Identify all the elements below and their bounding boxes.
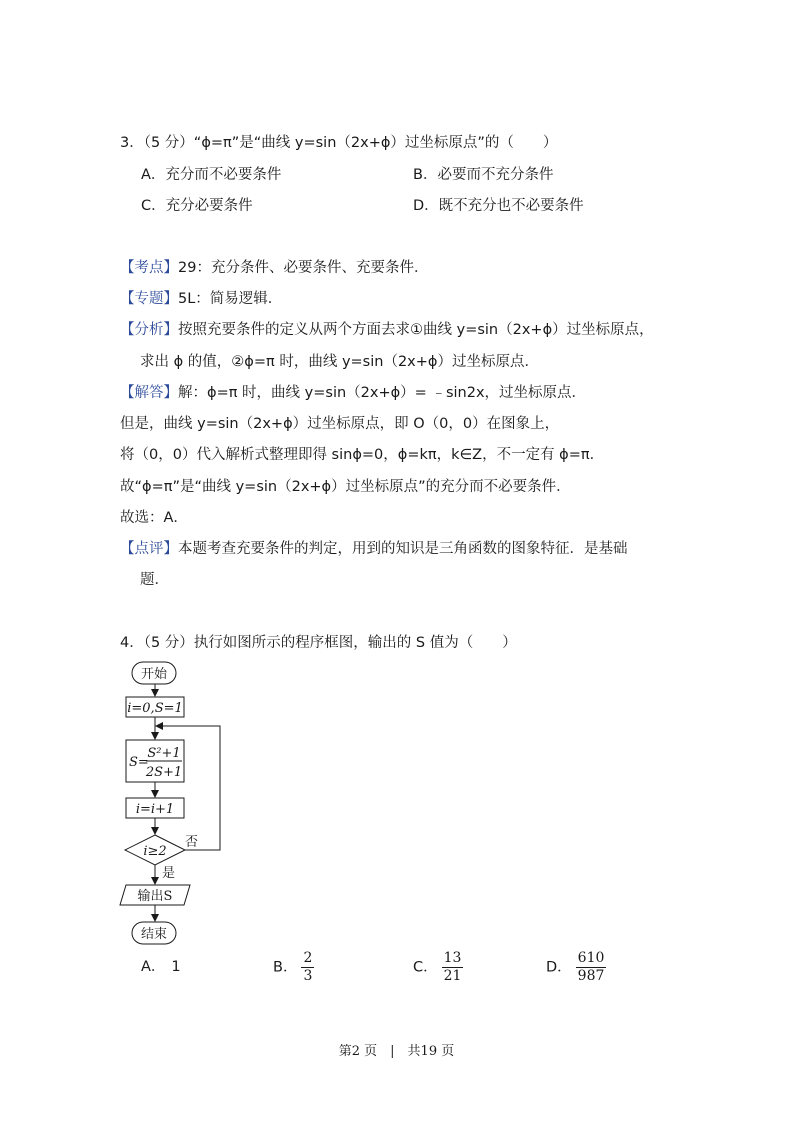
flow-increment-box xyxy=(126,798,184,818)
kaodian-line xyxy=(120,258,428,278)
q3-stem: 3．（5 分）“ϕ=π”是“曲线 y=sin（2x+ϕ）过坐标原点”的（ ） xyxy=(120,135,558,151)
jieda-text-2: 但是，曲线 y=sin（2x+ϕ）过坐标原点，即 O（0，0）在图象上， xyxy=(120,416,560,432)
fenxi-tag: 【分析】 xyxy=(120,322,178,338)
jieda-text-5: 故选：A． xyxy=(120,510,188,526)
flow-assign-box xyxy=(126,740,184,782)
kaodian-tag: 【考点】 xyxy=(120,260,178,276)
q3-option-a: A．充分而不必要条件 xyxy=(141,167,282,183)
flow-end-label: 结束 xyxy=(140,927,168,942)
q3-option-b: B．必要而不充分条件 xyxy=(413,167,554,183)
q4-option-c-numerator: 13 xyxy=(443,950,462,966)
fenxi-line xyxy=(120,320,654,340)
q4-option-b xyxy=(273,950,314,985)
flow-end-terminal xyxy=(132,922,176,944)
q3-option-d: D．既不充分也不必要条件 xyxy=(413,198,584,214)
q4-option-c-denominator: 21 xyxy=(443,968,462,984)
flow-loop-back xyxy=(156,726,220,850)
q4-option-c xyxy=(413,950,463,985)
jieda-text-3: 将（0，0）代入解析式整理即得 sinϕ=0，ϕ=kπ，k∈Z，不一定有 ϕ=π． xyxy=(120,447,605,463)
page-footer: 第2 页 | 共19 页 xyxy=(338,1044,455,1059)
q4-option-d xyxy=(546,950,606,985)
fenxi-text-2: 求出 ϕ 的值，②ϕ=π 时，曲线 y=sin（2x+ϕ）过坐标原点． xyxy=(140,354,539,370)
fenxi-text-1: 按照充要条件的定义从两个方面去求①曲线 y=sin（2x+ϕ）过坐标原点， xyxy=(178,322,654,338)
q4-option-d-label: D． xyxy=(546,959,572,976)
flow-init-box xyxy=(126,697,184,717)
flow-init-label: i=0,S=1 xyxy=(127,701,183,716)
jieda-line xyxy=(120,383,586,403)
flow-output-box xyxy=(120,885,190,905)
q4-option-a xyxy=(141,957,181,977)
zhuanti-line xyxy=(120,289,282,309)
q4-option-b-label: B． xyxy=(273,959,298,976)
zhuanti-text: 5L：简易逻辑． xyxy=(178,291,283,307)
q4-option-b-fraction xyxy=(301,950,314,985)
jieda-text-1: 解：ϕ=π 时，曲线 y=sin（2x+ϕ）= ﹣sin2x，过坐标原点． xyxy=(178,385,587,401)
flow-yes-label: 是 xyxy=(162,866,176,881)
q3-option-c: C．充分必要条件 xyxy=(141,198,253,214)
kaodian-text: 29：充分条件、必要条件、充要条件． xyxy=(178,260,429,276)
q4-option-d-denominator: 987 xyxy=(577,968,605,984)
q4-option-a-label: A． xyxy=(141,959,166,975)
dianping-text-2: 题． xyxy=(140,572,169,588)
flow-start-terminal xyxy=(132,662,176,684)
q4-option-c-fraction xyxy=(442,950,464,985)
jieda-text-4: 故“ϕ=π”是“曲线 y=sin（2x+ϕ）过坐标原点”的充分而不必要条件． xyxy=(120,479,571,495)
flow-assign-numerator: S²+1 xyxy=(147,746,181,761)
q4-stem: 4．（5 分）执行如图所示的程序框图，输出的 S 值为（ ） xyxy=(120,635,517,651)
flow-no-label: 否 xyxy=(185,835,199,850)
zhuanti-tag: 【专题】 xyxy=(120,291,178,307)
q4-option-a-value: 1 xyxy=(171,959,181,975)
flow-increment-label: i=i+1 xyxy=(135,802,175,817)
q4-option-c-label: C． xyxy=(413,959,438,976)
dianping-tag: 【点评】 xyxy=(120,541,178,557)
flow-start-label: 开始 xyxy=(140,667,168,682)
dianping-line xyxy=(120,539,628,559)
q4-option-d-numerator: 610 xyxy=(577,950,605,966)
jieda-tag: 【解答】 xyxy=(120,385,178,401)
flow-condition-label: i≥2 xyxy=(143,844,167,859)
flow-assign-denominator: 2S+1 xyxy=(145,765,183,780)
q4-option-b-denominator: 3 xyxy=(303,968,313,984)
flow-decision-diamond xyxy=(125,835,185,865)
flow-output-label: 输出S xyxy=(137,889,173,904)
q4-option-b-numerator: 2 xyxy=(303,950,313,966)
flow-assign-lhs: S= xyxy=(129,755,149,770)
dianping-text-1: 本题考查充要条件的判定，用到的知识是三角函数的图象特征．是基础 xyxy=(178,541,628,557)
q4-option-d-fraction xyxy=(576,950,607,985)
